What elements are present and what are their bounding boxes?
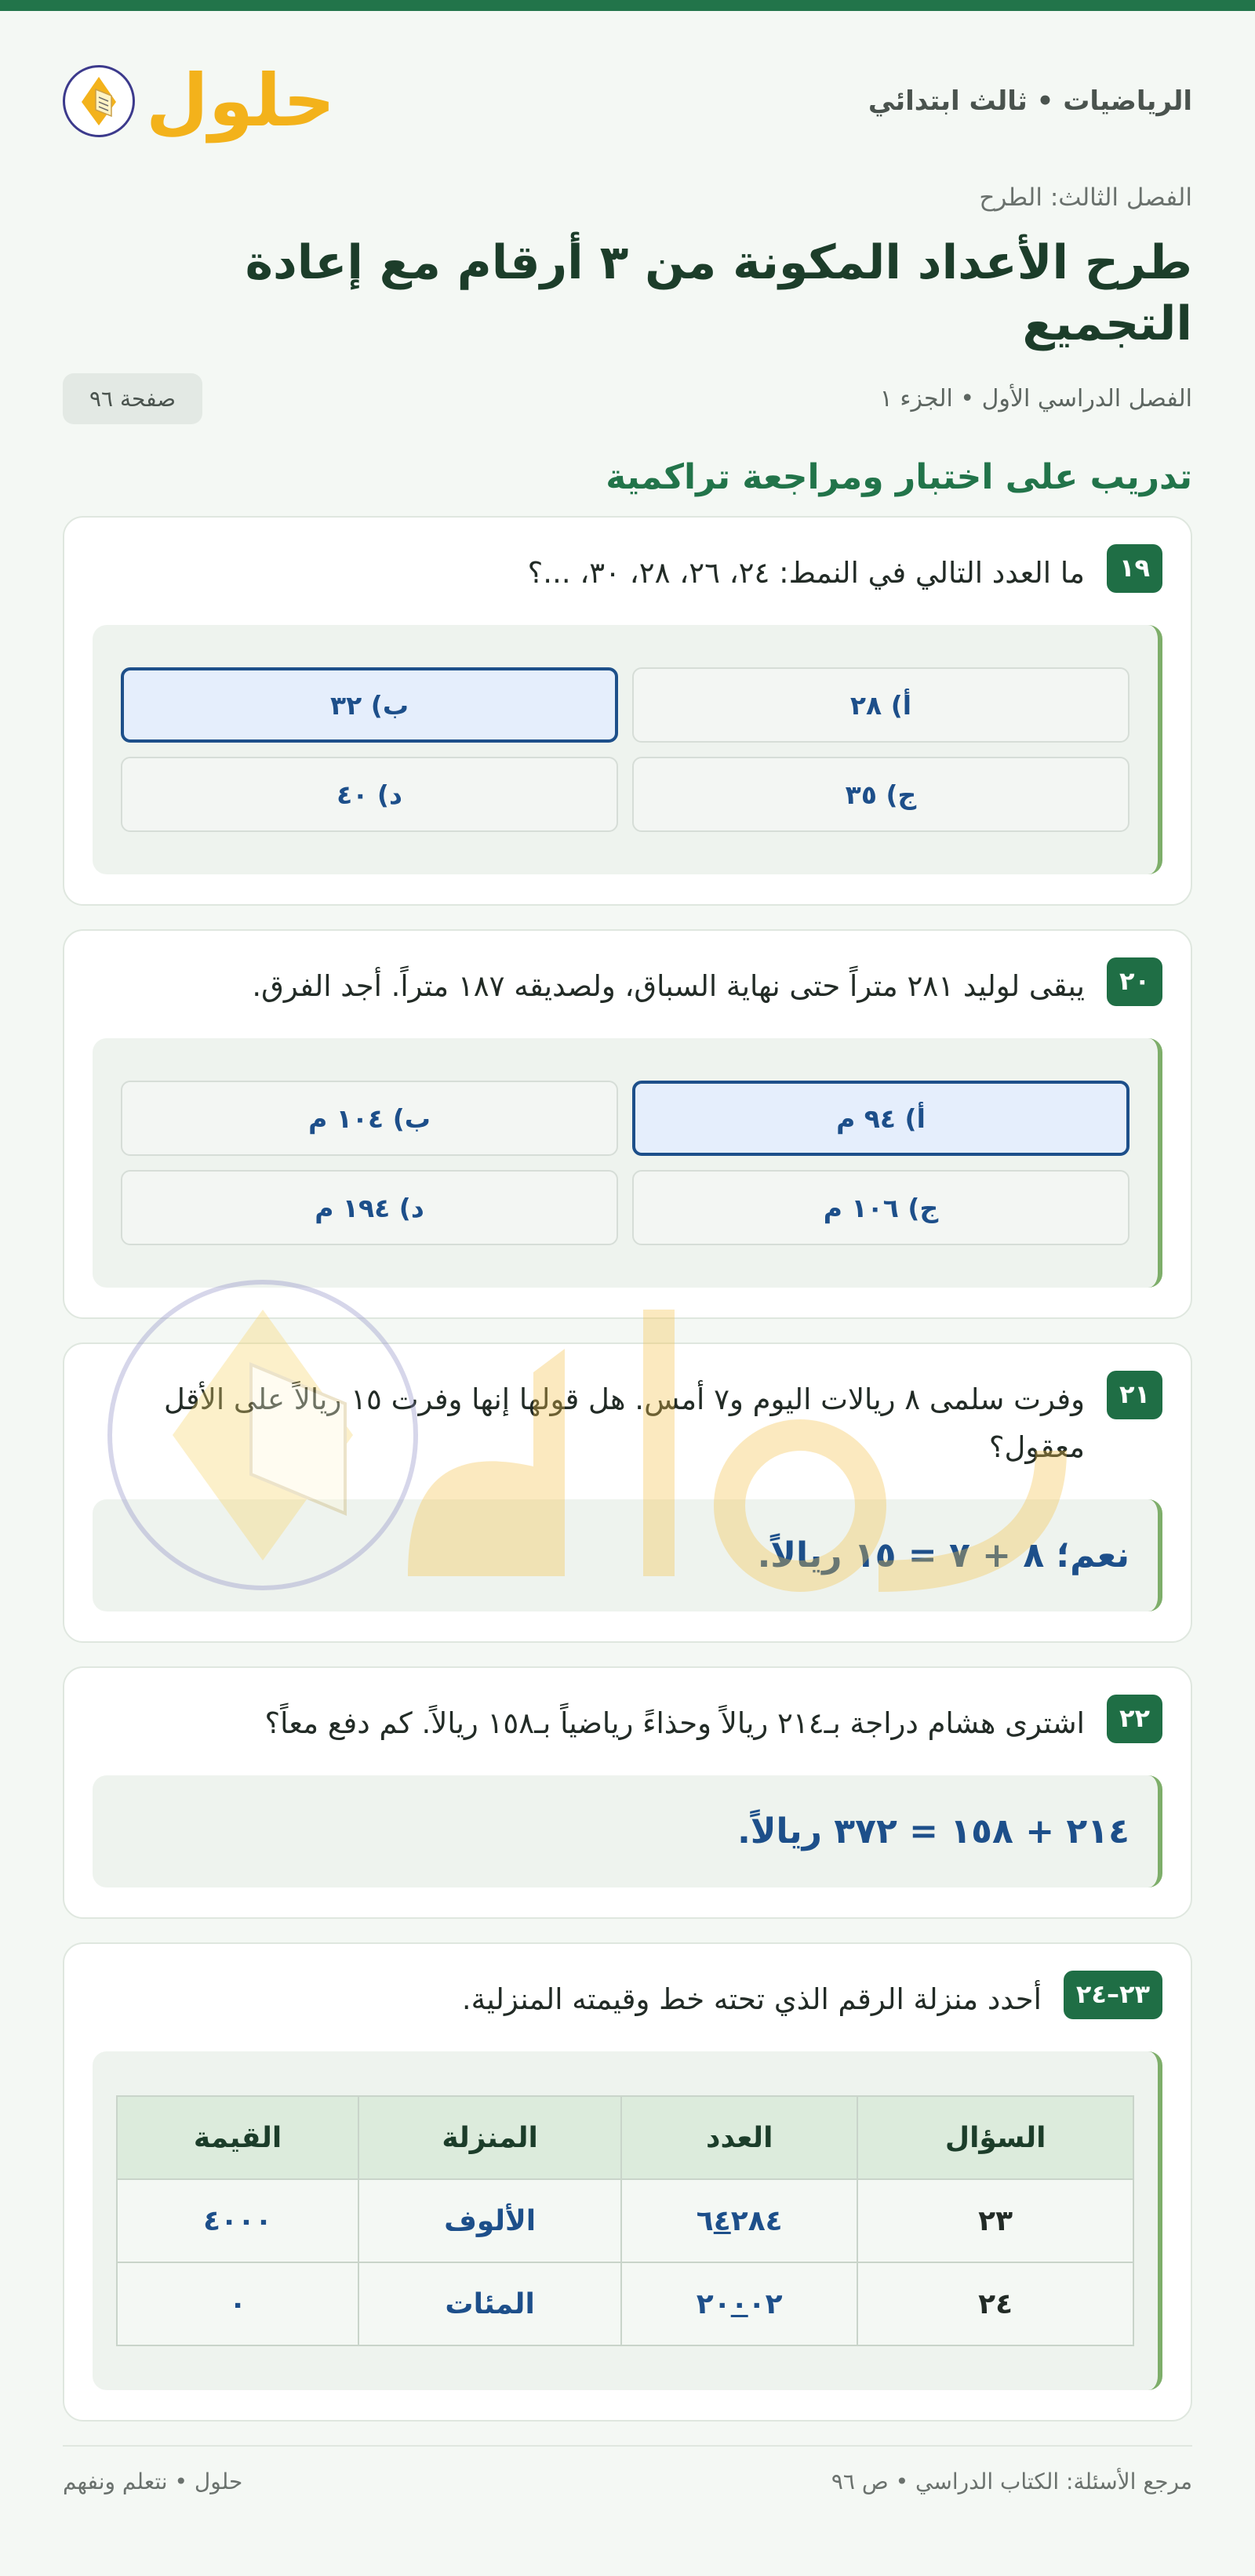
answer-choices-box: [93, 625, 1162, 874]
choice-c[interactable]: ج) ٣٥: [632, 757, 1130, 832]
footer-brand: حلول • نتعلم ونفهم: [63, 2469, 243, 2495]
answer-choices-box: [93, 1038, 1162, 1288]
choice-a[interactable]: أ) ٢٨: [632, 667, 1130, 743]
top-accent-bar: [0, 0, 1255, 11]
question-cell: ٢٤: [857, 2262, 1133, 2345]
column-header: القيمة: [117, 2096, 358, 2179]
footer: [63, 2445, 1192, 2494]
question-number: ٢٢: [1107, 1695, 1162, 1743]
semester-label: الفصل الدراسي الأول • الجزء ١: [879, 385, 1192, 412]
question-card-21: [63, 1342, 1192, 1643]
question-text: يبقى لوليد ٢٨١ متراً حتى نهاية السباق، ولصديقه ١٨٧ متراً. أجد الفرق.: [252, 969, 1085, 1004]
underlined-digit: ٤: [713, 2204, 731, 2237]
meta-row: [63, 373, 1192, 424]
table-row: [117, 2262, 1133, 2345]
choice-a-selected[interactable]: أ) ٩٤ م: [632, 1081, 1130, 1156]
logo[interactable]: [63, 59, 336, 143]
number-cell: [621, 2262, 857, 2345]
question-cell: ٢٣: [857, 2179, 1133, 2262]
question-card-22: [63, 1666, 1192, 1919]
choice-d[interactable]: د) ٤٠: [121, 757, 618, 832]
column-header: العدد: [621, 2096, 857, 2179]
answer-text: نعم؛ ٨ + ٧ = ١٥ ريالاً.: [757, 1535, 1130, 1576]
question-number: ١٩: [1107, 544, 1162, 593]
choice-b[interactable]: ب) ١٠٤ م: [121, 1081, 618, 1156]
choice-d[interactable]: د) ١٩٤ م: [121, 1170, 618, 1245]
question-text: وفرت سلمى ٨ ريالات اليوم و٧ أمس. هل قولها إنها وفرت ١٥ ريالاً على الأقل معقول؟: [164, 1382, 1085, 1465]
choice-c[interactable]: ج) ١٠٦ م: [632, 1170, 1130, 1245]
place-cell: الألوف: [358, 2179, 621, 2262]
page-title: طرح الأعداد المكونة من ٣ أرقام مع إعادة التجميع: [245, 235, 1192, 351]
header: [63, 11, 1192, 191]
chapter-label: الفصل الثالث: الطرح: [979, 183, 1192, 212]
subject-label: الرياضيات • ثالث ابتدائي: [868, 85, 1192, 117]
column-header: المنزلة: [358, 2096, 621, 2179]
question-text: ما العدد التالي في النمط: ٢٤، ٢٦، ٢٨، ٣٠، ...؟: [527, 556, 1085, 590]
place-cell: المئات: [358, 2262, 621, 2345]
question-card-23-24: [63, 1942, 1192, 2422]
answer-table-box: [93, 2051, 1162, 2390]
table-header-row: [117, 2096, 1133, 2179]
question-number: ٢١: [1107, 1371, 1162, 1419]
place-value-table: [116, 2095, 1134, 2346]
question-card-20: [63, 929, 1192, 1319]
number-digits: ٢٠٠٠٢: [696, 2287, 783, 2320]
section-title: تدريب على اختبار ومراجعة تراكمية: [606, 457, 1192, 497]
logo-wordmark: حلول: [146, 59, 336, 143]
number-digits: ٦٤٢٨٤: [696, 2204, 783, 2237]
value-cell: ٤٠٠٠: [117, 2179, 358, 2262]
question-card-19: [63, 516, 1192, 906]
answer-text: ٢١٤ + ١٥٨ = ٣٧٢ ريالاً.: [737, 1811, 1130, 1852]
underlined-digit: ٠: [730, 2287, 748, 2320]
answer-box: [93, 1775, 1162, 1887]
footer-source: مرجع الأسئلة: الكتاب الدراسي • ص ٩٦: [831, 2469, 1192, 2495]
table-row: [117, 2179, 1133, 2262]
question-number: ٢٣–٢٤: [1064, 1971, 1162, 2019]
page-number-badge: صفحة ٩٦: [63, 373, 202, 424]
question-text: أحدد منزلة الرقم الذي تحته خط وقيمته المنزلية.: [461, 1982, 1042, 2017]
choice-b-selected[interactable]: ب) ٣٢: [121, 667, 618, 743]
column-header: السؤال: [857, 2096, 1133, 2179]
number-cell: [621, 2179, 857, 2262]
question-number: ٢٠: [1107, 957, 1162, 1006]
value-cell: ٠: [117, 2262, 358, 2345]
answer-box: [93, 1499, 1162, 1611]
question-text: اشترى هشام دراجة بـ٢١٤ ريالاً وحذاءً رياضياً بـ١٥٨ ريالاً. كم دفع معاً؟: [264, 1706, 1085, 1741]
logo-book-icon: [63, 65, 135, 137]
page-content: [0, 11, 1255, 2494]
